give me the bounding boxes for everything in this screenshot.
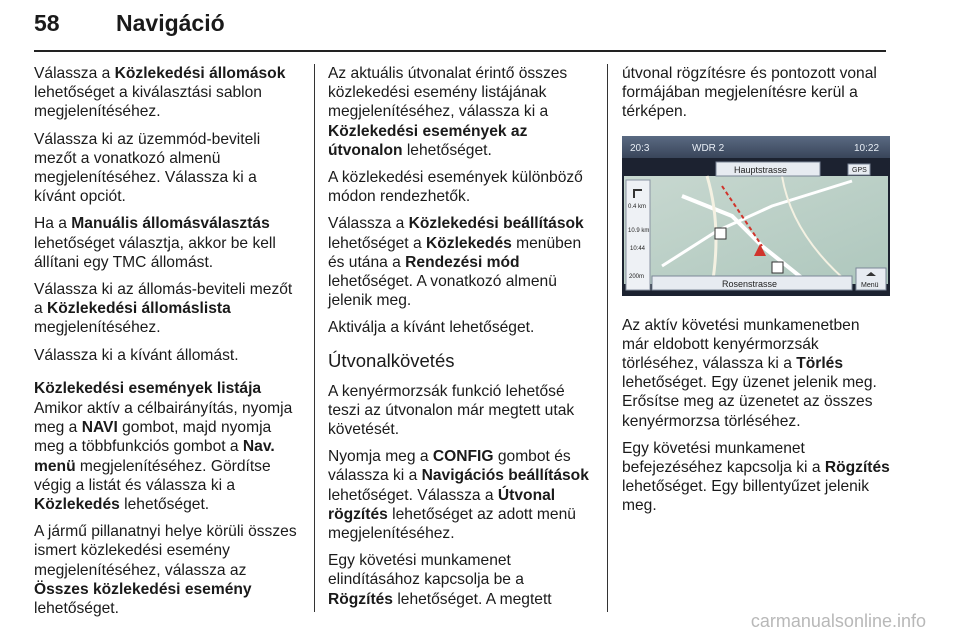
map-area: [624, 176, 888, 284]
traffic-event-icon: [772, 262, 783, 273]
paragraph: Válassza a Közlekedési állomások lehetőséget a kiválasztási sablon megjelenítéséhez.: [34, 65, 286, 121]
paragraph: Egy követési munkamenet befejezéséhez kapcsolja ki a Rögzítés lehetőséget. Egy billentyűzet jelenik meg.: [622, 439, 890, 515]
time-left: 20:3: [630, 142, 650, 154]
scale: 200m: [629, 273, 645, 280]
paragraph: A jármű pillanatnyi helye körüli összes ismert közlekedési esemény megjelenítéséhez, válassza az Összes közlekedési esemény lehetőséget.: [34, 523, 297, 618]
gps-label: GPS: [852, 166, 867, 174]
section-title: Útvonalkövetés: [328, 349, 455, 371]
street-bottom: Rosenstrasse: [722, 278, 778, 289]
page-header: [34, 8, 886, 52]
column-divider: [607, 64, 608, 612]
page-title: Navigáció: [116, 10, 225, 36]
watermark: carmanualsonline.info: [750, 611, 926, 631]
page-number: 58: [34, 10, 60, 36]
column-3: [622, 64, 890, 524]
navigation-screenshot: [622, 136, 890, 296]
paragraph: Az aktív követési munkamenetben már eldobott kenyérmorzsák törléséhez, válassza ki a Törlés lehetőséget. Egy üzenet jelenik meg. Erősítse meg az üzenetet az összes kenyérmorzsa törléséhez.: [622, 316, 877, 430]
menu-label: Menü: [861, 281, 879, 289]
paragraph: Válassza ki a kívánt állomást.: [34, 346, 239, 364]
time-right: 10:22: [854, 142, 880, 154]
column-2: [328, 64, 590, 617]
paragraph: Válassza ki az üzemmód-beviteli mezőt a vonatkozó almenü megjelenítéséhez. Válassza ki a kívánt opciót.: [34, 130, 261, 206]
paragraph: útvonal rögzítésre és pontozott vonal formájában megjelenítésre kerül a térképen.: [622, 65, 877, 121]
paragraph: Válassza a Közlekedési beállítások lehetőséget a Közlekedés menüben és utána a Rendezési mód lehetőséget. A vonatkozó almenü jelenik meg.: [328, 215, 584, 310]
paragraph: Aktiválja a kívánt lehetőséget.: [328, 319, 535, 337]
top-status-bar: [622, 136, 890, 158]
paragraph: Válassza ki az állomás-beviteli mezőt a Közlekedési állomáslista megjelenítéséhez.: [34, 281, 293, 337]
street-top: Hauptstrasse: [734, 164, 788, 175]
traffic-event-icon: [715, 228, 726, 239]
navigation-map-figure: [622, 136, 890, 296]
clock: 10:44: [630, 245, 646, 252]
paragraph: Amikor aktív a célbairányítás, nyomja meg a NAVI gombot, majd nyomja meg a többfunkciós gombot a Nav. menü megjelenítéséhez. Gördítse végig a listát és válassza ki a Közlekedés lehetőséget.: [34, 400, 293, 514]
paragraph: Ha a Manuális állomásválasztás lehetőséget választja, akkor be kell állítani egy TMC állomást.: [34, 215, 276, 271]
station-name: WDR 2: [692, 142, 725, 154]
distance-2: 10.9 km: [628, 227, 650, 234]
subheading: Közlekedési események listája: [34, 379, 262, 397]
column-divider: [314, 64, 315, 612]
distance-1: 0.4 km: [628, 203, 647, 210]
paragraph: Az aktuális útvonalat érintő összes közlekedési esemény listájának megjelenítéséhez, válassza ki a Közlekedési események az útvonalon lehetőséget.: [328, 65, 568, 159]
paragraph: Nyomja meg a CONFIG gombot és válassza ki a Navigációs beállítások lehetőséget. Válassza a Útvonal rögzítés lehetőséget az adott menü megjelenítéséhez.: [328, 448, 589, 543]
paragraph: A közlekedési események különböző módon rendezhetők.: [328, 169, 583, 206]
column-1: [34, 64, 300, 626]
paragraph: A kenyérmorzsák funkció lehetősé teszi az útvonalon már megtett utak követését.: [328, 382, 575, 439]
paragraph: Egy követési munkamenet elindításához kapcsolja be a Rögzítés lehetőséget. A megtett: [328, 552, 552, 608]
